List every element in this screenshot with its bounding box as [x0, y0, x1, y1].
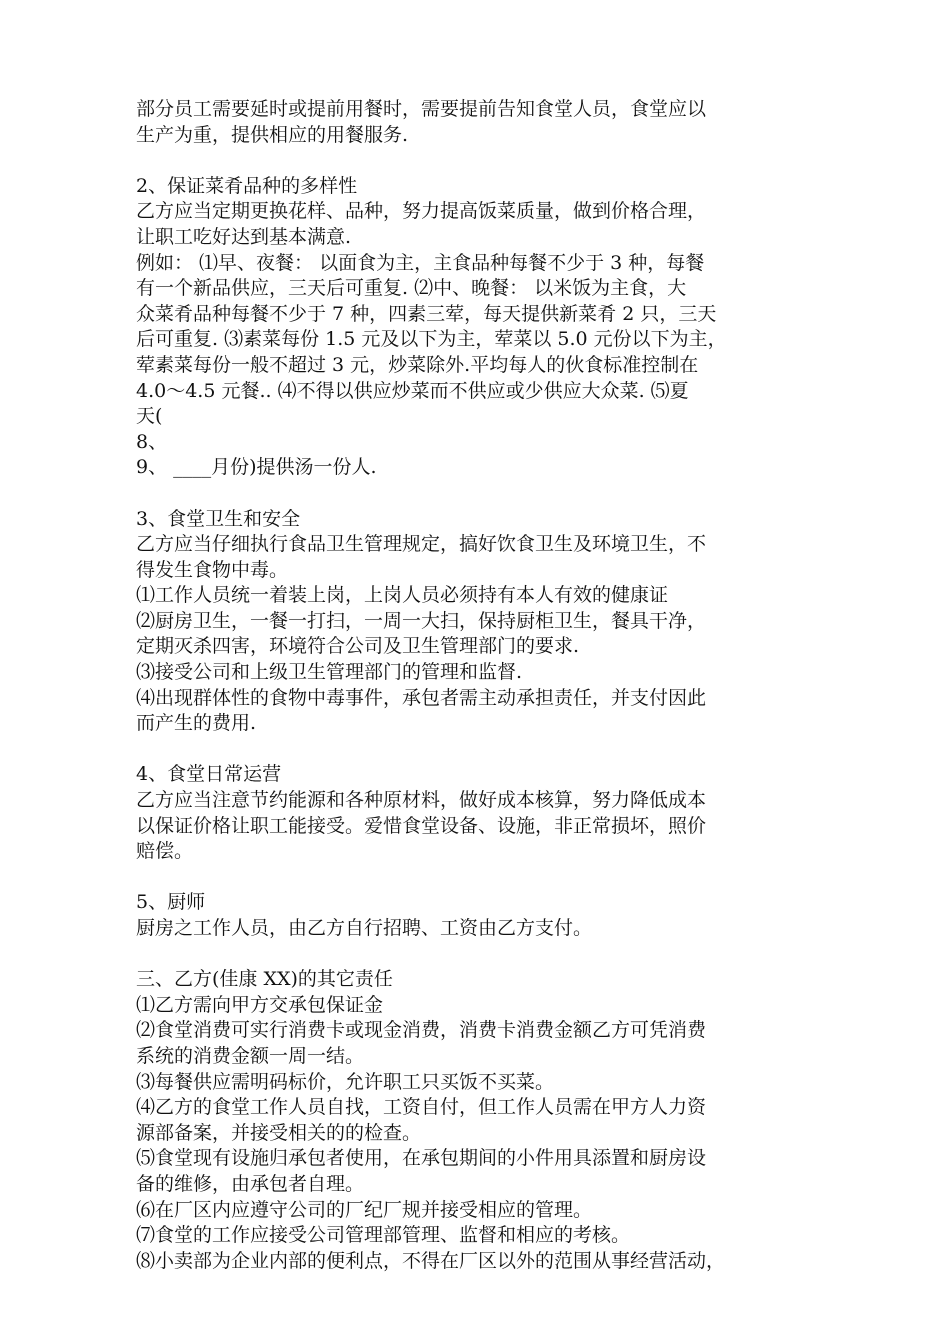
text-line: 4、食堂日常运营 [136, 763, 282, 786]
text-line: ⑵食堂消费可实行消费卡或现金消费，消费卡消费金额乙方可凭消费 [136, 1019, 707, 1042]
text-line: 让职工吃好达到基本满意. [136, 225, 352, 248]
document-body [136, 97, 822, 1274]
text-line: 源部备案，并接受相关的的检查。 [136, 1121, 422, 1144]
text-line: 8、 [136, 430, 168, 453]
text-line: ⑸食堂现有设施归承包者使用，在承包期间的小件用具添置和厨房设 [136, 1147, 707, 1170]
blank-line [136, 148, 822, 174]
blank-line [136, 481, 822, 507]
text-line: 系统的消费金额一周一结。 [136, 1044, 365, 1067]
text-line: 厨房之工作人员，由乙方自行招聘、工资由乙方支付。 [136, 917, 593, 939]
text-line: 生产为重，提供相应的用餐服务. [136, 123, 409, 146]
text-line: 以保证价格让职工能接受。爱惜食堂设备、设施，非正常损坏，照价 [136, 814, 707, 837]
text-line: 乙方应当定期更换花样、品种，努力提高饭菜质量，做到价格合理， [136, 200, 707, 223]
blank-line [136, 865, 822, 891]
text-line: 得发生食物中毒。 [136, 558, 289, 581]
text-line: ⑶每餐供应需明码标价，允许职工只买饭不买菜。 [136, 1070, 555, 1093]
text-line: 部分员工需要延时或提前用餐时，需要提前告知食堂人员，食堂应以 [136, 98, 707, 120]
text-line: 备的维修，由承包者自理。 [136, 1172, 365, 1195]
text-line: ⑷出现群体性的食物中毒事件，承包者需主动承担责任，并支付因此 [136, 686, 707, 709]
text-line: ⑵厨房卫生，一餐一打扫，一周一大扫，保持厨柜卫生，餐具干净， [136, 609, 707, 632]
blank-line [136, 942, 822, 968]
blank-line [136, 737, 822, 763]
text-line: 有一个新品供应，三天后可重复. ⑵中、晚餐： 以米饭为主食，大 [136, 277, 687, 300]
text-line: 2、保证菜肴品种的多样性 [136, 174, 358, 197]
text-line: ⑺食堂的工作应接受公司管理部管理、监督和相应的考核。 [136, 1224, 631, 1247]
text-line: 乙方应当注意节约能源和各种原材料，做好成本核算，努力降低成本 [136, 789, 707, 812]
text-line: 众菜肴品种每餐不少于 7 种，四素三荤，每天提供新菜肴 2 只，三天 [136, 302, 717, 325]
text-line: 5、厨师 [136, 891, 206, 914]
text-line: 而产生的费用. [136, 712, 257, 735]
text-line: 荤素菜每份一般不超过 3 元，炒菜除外.平均每人的伙食标准控制在 [136, 353, 699, 376]
text-line: 例如： ⑴早、夜餐： 以面食为主，主食品种每餐不少于 3 种，每餐 [136, 251, 705, 274]
text-line: 三、乙方(佳康 XX)的其它责任 [136, 968, 393, 991]
text-line: 9、 ____月份)提供汤一份人. [136, 456, 377, 479]
text-line: 定期灭杀四害，环境符合公司及卫生管理部门的要求. [136, 635, 580, 658]
text-line: ⑴乙方需向甲方交承包保证金 [136, 993, 384, 1016]
text-line: 赔偿。 [136, 840, 194, 863]
text-line: 3、食堂卫生和安全 [136, 507, 301, 530]
text-line: 乙方应当仔细执行食品卫生管理规定，搞好饮食卫生及环境卫生，不 [136, 533, 707, 556]
text-line: ⑷乙方的食堂工作人员自找，工资自付，但工作人员需在甲方人力资 [136, 1096, 707, 1119]
text-line: ⑶接受公司和上级卫生管理部门的管理和监督. [136, 661, 523, 684]
text-line: ⑹在厂区内应遵守公司的厂纪厂规并接受相应的管理。 [136, 1198, 593, 1221]
text-line: 4.0～4.5 元餐.. ⑷不得以供应炒菜而不供应或少供应大众菜. ⑸夏 [136, 379, 689, 402]
text-line: 后可重复. ⑶素菜每份 1.5 元及以下为主，荤菜以 5.0 元份以下为主， [136, 328, 727, 351]
text-line: 天( [136, 405, 163, 428]
text-line: ⑻小卖部为企业内部的便利点，不得在厂区以外的范围从事经营活动， [136, 1249, 726, 1272]
text-line: ⑴工作人员统一着装上岗，上岗人员必须持有本人有效的健康证 [136, 584, 669, 607]
